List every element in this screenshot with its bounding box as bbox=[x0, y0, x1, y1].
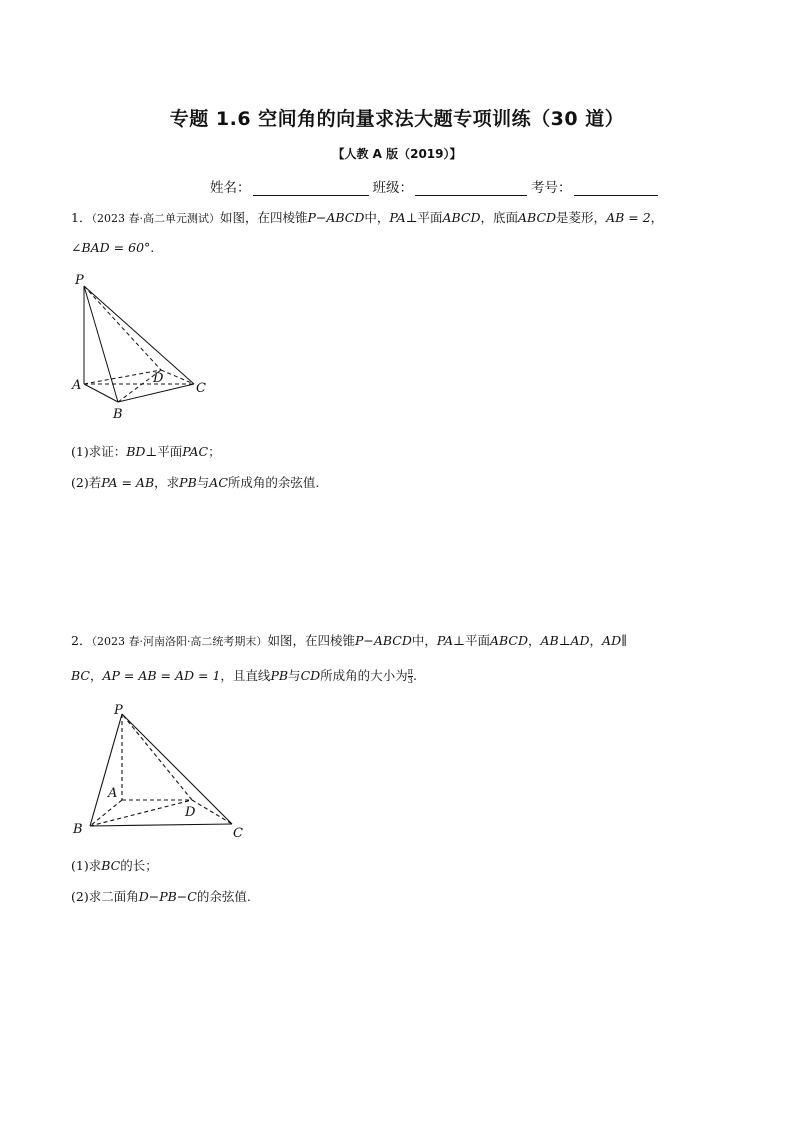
q2-expr: AB⊥AD bbox=[540, 633, 590, 648]
q1-label-d: D bbox=[153, 371, 164, 386]
q1-text: ， bbox=[650, 210, 664, 225]
question-1-line-2 bbox=[71, 240, 154, 256]
q2-expr: AD∥ bbox=[602, 633, 627, 648]
q2-label-c: C bbox=[233, 826, 243, 841]
q1-label-p: P bbox=[75, 273, 84, 288]
name-blank[interactable] bbox=[253, 181, 369, 196]
part-text: 的长； bbox=[120, 858, 158, 873]
class-blank[interactable] bbox=[415, 181, 527, 196]
q2-expr: PA⊥ bbox=[436, 633, 465, 648]
q1-text: 是菱形， bbox=[556, 210, 607, 225]
q1-label-b: B bbox=[113, 407, 123, 422]
q1-label-c: C bbox=[196, 381, 206, 396]
exam-label: 考号： bbox=[531, 180, 572, 196]
part-expr: PA = AB bbox=[101, 475, 155, 490]
q1-text: ，底面 bbox=[480, 210, 519, 225]
part-text: 所成角的余弦值. bbox=[227, 475, 320, 490]
question-1-part-1 bbox=[71, 442, 221, 460]
part-text: ； bbox=[208, 444, 221, 459]
edition-label: 【人教 A 版（2019）】 bbox=[332, 147, 462, 161]
page-title: 专题 1.6 空间角的向量求法大题专项训练（30 道） bbox=[169, 108, 625, 130]
part-label: (2)若 bbox=[71, 475, 102, 490]
q2-expr: CD bbox=[300, 668, 321, 683]
part-expr: PAC bbox=[182, 444, 209, 459]
q2-text: ， bbox=[589, 633, 603, 648]
question-2-source: （2023 春·河南洛阳·高二统考期末） bbox=[91, 635, 268, 648]
part-label: (2)求二面角 bbox=[71, 889, 139, 904]
q2-text: ， bbox=[527, 633, 541, 648]
question-1-number: 1． bbox=[71, 210, 92, 225]
q2-expr: P−ABCD bbox=[354, 633, 412, 648]
question-2-number: 2． bbox=[71, 633, 92, 648]
part-expr: BD⊥ bbox=[126, 444, 158, 459]
q1-label-a: A bbox=[72, 378, 82, 393]
question-1-pyramid-figure bbox=[66, 268, 216, 426]
question-1-source: （2023 春·高二单元测试） bbox=[91, 212, 220, 225]
q1-text: 如图，在四棱锥 bbox=[219, 210, 308, 225]
q1-text: . bbox=[150, 240, 155, 255]
part-text: 平面 bbox=[157, 444, 183, 459]
q2-label-p: P bbox=[114, 703, 123, 718]
student-info-row bbox=[210, 176, 662, 196]
part-text: 的余弦值. bbox=[196, 889, 251, 904]
question-2-line-1 bbox=[71, 633, 627, 649]
q1-text: 中， bbox=[364, 210, 390, 225]
class-label: 班级： bbox=[372, 180, 413, 196]
q1-expr: AB = 2 bbox=[606, 210, 651, 225]
q1-text: 平面 bbox=[417, 210, 443, 225]
q1-expr: PA⊥ bbox=[389, 210, 418, 225]
q1-expr: ABCD bbox=[442, 210, 481, 225]
fraction-denominator: 3 bbox=[407, 676, 413, 685]
part-text: 与 bbox=[196, 475, 210, 490]
part-expr: BC bbox=[101, 858, 121, 873]
q2-text: . bbox=[412, 668, 417, 683]
name-label: 姓名： bbox=[210, 180, 251, 196]
q2-expr: BC bbox=[71, 668, 90, 683]
q2-label-b: B bbox=[73, 822, 83, 837]
q1-angle-expr: ∠BAD = 60° bbox=[71, 240, 151, 255]
fraction-numerator: π bbox=[407, 667, 413, 676]
q2-text: 与 bbox=[288, 668, 301, 683]
q2-expr: ABCD bbox=[489, 633, 528, 648]
q2-label-a: A bbox=[108, 786, 118, 801]
q2-expr: AP = AB = AD = 1 bbox=[102, 668, 221, 683]
q2-expr: PB bbox=[270, 668, 289, 683]
question-2-part-2 bbox=[71, 887, 251, 905]
q2-text: ，且直线 bbox=[220, 668, 271, 683]
q2-text: ， bbox=[89, 668, 103, 683]
part-expr: D−PB−C bbox=[138, 889, 197, 904]
q2-label-d: D bbox=[185, 805, 196, 820]
part-text: ，求 bbox=[154, 475, 180, 490]
question-1-line-1 bbox=[71, 210, 663, 226]
q2-text: 平面 bbox=[464, 633, 490, 648]
part-label: (1)求证： bbox=[71, 444, 127, 459]
part-label: (1)求 bbox=[71, 858, 102, 873]
question-1-part-2 bbox=[71, 473, 319, 491]
q1-expr: ABCD bbox=[518, 210, 557, 225]
question-2-line-2 bbox=[71, 668, 417, 685]
q2-text: 所成角的大小为 bbox=[320, 668, 408, 683]
exam-blank[interactable] bbox=[574, 181, 658, 196]
part-expr: PB bbox=[179, 475, 197, 490]
question-2-pyramid-figure bbox=[70, 700, 250, 845]
q1-expr: P−ABCD bbox=[307, 210, 365, 225]
q2-text: 如图，在四棱锥 bbox=[267, 633, 355, 648]
part-expr: AC bbox=[209, 475, 228, 490]
question-2-part-1 bbox=[71, 856, 158, 874]
q2-text: 中， bbox=[411, 633, 437, 648]
